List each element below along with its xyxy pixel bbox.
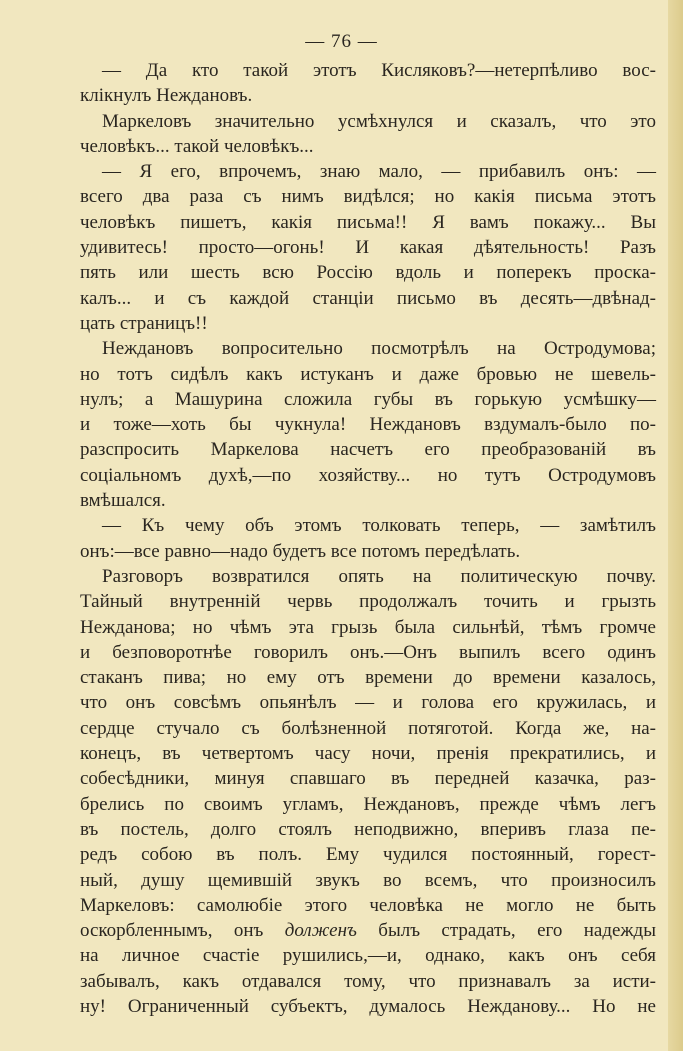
body-text bbox=[80, 58, 656, 1019]
text-line: калъ... и съ каждой станціи письмо въ десять—двѣнад- bbox=[80, 287, 656, 309]
text-line: ну! Ограниченный субъектъ, думалось Нежданову... Но не bbox=[80, 995, 656, 1017]
text-line: и тоже—хоть бы чукнула! Неждановъ вздумалъ-было по- bbox=[80, 414, 656, 436]
text-line: редъ собою въ полъ. Ему чудился постоянный, горест- bbox=[80, 844, 656, 866]
text-line: Неждановъ вопросительно посмотрѣлъ на Остродумова; bbox=[102, 338, 656, 360]
text-line: стаканъ пива; но ему отъ времени до времени казалось, bbox=[80, 667, 656, 689]
text-line: человѣкъ... такой человѣкъ... bbox=[80, 135, 314, 157]
text-line: конецъ, въ четвертомъ часу ночи, пренія прекратились, и bbox=[80, 743, 656, 765]
text-line: клікнулъ Неждановъ. bbox=[80, 85, 253, 107]
text-line: и безповоротнѣе говорилъ онъ.—Онъ выпилъ всего одинъ bbox=[80, 641, 656, 663]
text-line: онъ:—все равно—надо будетъ все потомъ передѣлать. bbox=[80, 540, 521, 562]
text-line: — Да кто такой этотъ Кисляковъ?—нетерпѣливо вос- bbox=[102, 60, 656, 81]
text-line: сердце стучало съ болѣзненной потяготой. Когда же, на- bbox=[80, 717, 656, 739]
text-line: всего два раза съ нимъ видѣлся; но какія письма этотъ bbox=[80, 186, 656, 208]
text-line: человѣкъ пишетъ, какія письма!! Я вамъ покажу... Вы bbox=[80, 211, 656, 233]
text-line: нулъ; а Машурина сложила губы въ горькую усмѣшку— bbox=[80, 388, 656, 410]
text-line: — Къ чему объ этомъ толковать теперь, — замѣтилъ bbox=[102, 515, 656, 537]
text-line: — Я его, впрочемъ, знаю мало, — прибавилъ онъ: — bbox=[102, 161, 656, 183]
text-line: ный, душу щемившій звукъ во всемъ, что произносилъ bbox=[80, 869, 656, 891]
text-line: пять или шесть всю Россію вдоль и поперекъ проска- bbox=[80, 262, 656, 284]
text-line: разспросить Маркелова насчетъ его преобразованій въ bbox=[80, 439, 656, 461]
emphasis: долженъ bbox=[284, 920, 357, 942]
text-line: Маркеловъ значительно усмѣхнулся и сказалъ, что это bbox=[102, 110, 656, 132]
text-line: собесѣдники, минуя спавшаго въ передней казачка, раз- bbox=[80, 768, 656, 790]
text-line: что онъ совсѣмъ опьянѣлъ — и голова его кружилась, и bbox=[80, 692, 656, 714]
text-line: на личное счастіе рушились,—и, однако, какъ онъ себя bbox=[80, 945, 656, 967]
text-line: Нежданова; но чѣмъ эта грызь была сильнѣй, тѣмъ громче bbox=[80, 616, 656, 638]
text-line: но тотъ сидѣлъ какъ истуканъ и даже бровью не шевель- bbox=[80, 363, 656, 385]
text-line: Разговоръ возвратился опять на политическую почву. bbox=[102, 565, 656, 587]
text-line: удивитесь! просто—огонь! И какая дѣятельность! Разъ bbox=[80, 237, 656, 259]
text-line: забывалъ, какъ отдавался тому, что признавалъ за исти- bbox=[80, 970, 656, 992]
text-line: оскорбленнымъ, онъ долженъ былъ страдать, его надежды bbox=[80, 920, 656, 942]
text-line: Тайный внутренній червь продолжалъ точить и грызть bbox=[80, 591, 656, 613]
text-line: вмѣшался. bbox=[80, 490, 166, 512]
text-line: въ постель, долго стоялъ неподвижно, вперивъ глаза пе- bbox=[80, 818, 656, 840]
text-line: брелись по своимъ угламъ, Неждановъ, прежде чѣмъ легъ bbox=[80, 793, 656, 815]
page-edge-shadow bbox=[668, 0, 683, 1051]
text-line: цать страницъ!! bbox=[80, 312, 208, 334]
page-number: — 76 — bbox=[305, 31, 378, 52]
text-line: Маркеловъ: самолюбіе этого человѣка не могло не быть bbox=[80, 894, 656, 916]
text-line: соціальномъ духѣ,—по хозяйству... но тутъ Остродумовъ bbox=[80, 464, 656, 486]
